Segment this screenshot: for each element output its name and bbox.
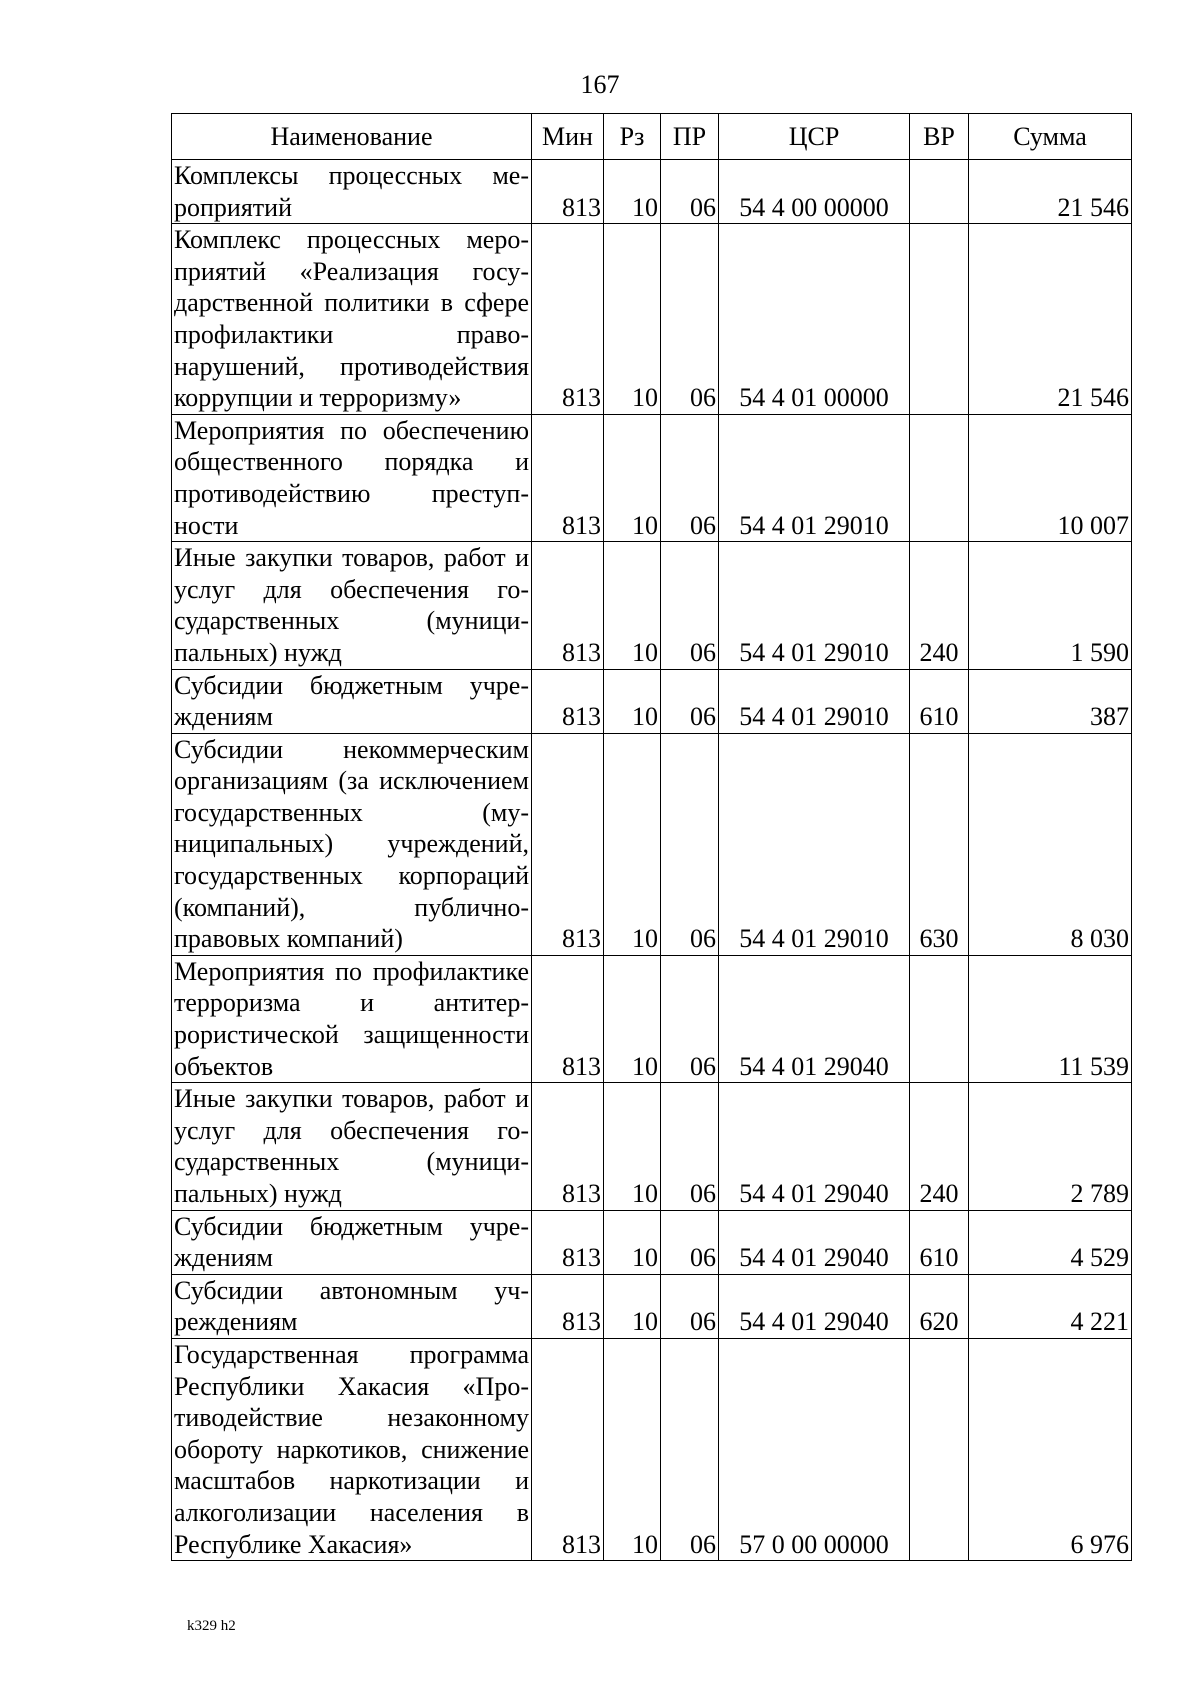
cell-vr: 620 <box>910 1274 969 1338</box>
cell-pr: 06 <box>661 955 719 1082</box>
cell-min: 813 <box>532 414 604 541</box>
cell-vr: 610 <box>910 1210 969 1274</box>
cell-rz: 10 <box>604 1083 661 1210</box>
table-row <box>172 1338 1132 1560</box>
cell-sum: 21 546 <box>969 224 1132 415</box>
cell-min: 813 <box>532 542 604 669</box>
cell-csr: 54 4 01 29040 <box>719 955 910 1082</box>
header-sum: Сумма <box>969 114 1132 160</box>
cell-vr: 610 <box>910 669 969 733</box>
cell-sum: 6 976 <box>969 1338 1132 1560</box>
table-row <box>172 1274 1132 1338</box>
table-row <box>172 1083 1132 1210</box>
cell-min: 813 <box>532 224 604 415</box>
cell-vr <box>910 414 969 541</box>
cell-name: Субсидии автономным учреждениям <box>172 1274 532 1338</box>
table-row <box>172 733 1132 955</box>
cell-name: Субсидии бюджетным учреждениям <box>172 669 532 733</box>
cell-rz: 10 <box>604 542 661 669</box>
cell-sum: 8 030 <box>969 733 1132 955</box>
footer-code: k329 h2 <box>187 1618 236 1634</box>
table-row <box>172 224 1132 415</box>
cell-pr: 06 <box>661 1338 719 1560</box>
cell-name: Иные закупки товаров, работ и услуг для обеспечения государственных (муниципальных) нужд <box>172 542 532 669</box>
cell-min: 813 <box>532 1210 604 1274</box>
cell-pr: 06 <box>661 1274 719 1338</box>
cell-vr: 240 <box>910 1083 969 1210</box>
cell-vr <box>910 1338 969 1560</box>
cell-sum: 1 590 <box>969 542 1132 669</box>
cell-rz: 10 <box>604 669 661 733</box>
header-min: Мин <box>532 114 604 160</box>
budget-table <box>171 113 1132 1561</box>
cell-sum: 4 221 <box>969 1274 1132 1338</box>
cell-rz: 10 <box>604 224 661 415</box>
cell-rz: 10 <box>604 1274 661 1338</box>
cell-rz: 10 <box>604 160 661 224</box>
cell-rz: 10 <box>604 955 661 1082</box>
cell-min: 813 <box>532 1083 604 1210</box>
table-row <box>172 669 1132 733</box>
cell-sum: 4 529 <box>969 1210 1132 1274</box>
cell-csr: 57 0 00 00000 <box>719 1338 910 1560</box>
header-rz: Рз <box>604 114 661 160</box>
cell-min: 813 <box>532 955 604 1082</box>
cell-pr: 06 <box>661 1083 719 1210</box>
cell-min: 813 <box>532 160 604 224</box>
cell-vr <box>910 224 969 415</box>
cell-csr: 54 4 01 29040 <box>719 1210 910 1274</box>
table-row <box>172 542 1132 669</box>
cell-rz: 10 <box>604 1210 661 1274</box>
cell-sum: 11 539 <box>969 955 1132 1082</box>
cell-name: Мероприятия по профилактике терроризма и антитеррористической защищенности объектов <box>172 955 532 1082</box>
cell-pr: 06 <box>661 414 719 541</box>
cell-name: Мероприятия по обеспечению общественного порядка и противодействию преступности <box>172 414 532 541</box>
header-vr: ВР <box>910 114 969 160</box>
cell-vr: 240 <box>910 542 969 669</box>
cell-name: Субсидии некоммерческим организациям (за исключением государственных (муниципальных) учреждений, государственных корпораций (компаний), публично-правовых компаний) <box>172 733 532 955</box>
cell-vr <box>910 955 969 1082</box>
cell-sum: 387 <box>969 669 1132 733</box>
cell-name: Субсидии бюджетным учреждениям <box>172 1210 532 1274</box>
cell-pr: 06 <box>661 669 719 733</box>
cell-name: Комплексы процессных мероприятий <box>172 160 532 224</box>
cell-csr: 54 4 00 00000 <box>719 160 910 224</box>
cell-csr: 54 4 01 00000 <box>719 224 910 415</box>
cell-pr: 06 <box>661 160 719 224</box>
cell-csr: 54 4 01 29010 <box>719 733 910 955</box>
cell-name: Государственная программа Республики Хакасия «Противодействие незаконному обороту наркотиков, снижение масштабов наркотизации и алкоголизации населения в Республике Хакасия» <box>172 1338 532 1560</box>
table-body <box>172 160 1132 1561</box>
header-name: Наименование <box>172 114 532 160</box>
cell-rz: 10 <box>604 1338 661 1560</box>
header-csr: ЦСР <box>719 114 910 160</box>
cell-min: 813 <box>532 733 604 955</box>
cell-sum: 10 007 <box>969 414 1132 541</box>
table-row <box>172 1210 1132 1274</box>
cell-rz: 10 <box>604 414 661 541</box>
cell-name: Комплекс процессных мероприятий «Реализация государственной политики в сфере профилактики правонарушений, противодействия коррупции и терроризму» <box>172 224 532 415</box>
cell-name: Иные закупки товаров, работ и услуг для обеспечения государственных (муниципальных) нужд <box>172 1083 532 1210</box>
cell-csr: 54 4 01 29040 <box>719 1083 910 1210</box>
cell-min: 813 <box>532 1338 604 1560</box>
cell-min: 813 <box>532 669 604 733</box>
cell-pr: 06 <box>661 733 719 955</box>
cell-csr: 54 4 01 29010 <box>719 414 910 541</box>
header-pr: ПР <box>661 114 719 160</box>
cell-pr: 06 <box>661 542 719 669</box>
cell-vr: 630 <box>910 733 969 955</box>
table-header-row <box>172 114 1132 160</box>
cell-rz: 10 <box>604 733 661 955</box>
cell-csr: 54 4 01 29010 <box>719 542 910 669</box>
cell-csr: 54 4 01 29010 <box>719 669 910 733</box>
cell-sum: 21 546 <box>969 160 1132 224</box>
cell-pr: 06 <box>661 224 719 415</box>
cell-sum: 2 789 <box>969 1083 1132 1210</box>
table-row <box>172 955 1132 1082</box>
cell-csr: 54 4 01 29040 <box>719 1274 910 1338</box>
cell-min: 813 <box>532 1274 604 1338</box>
table-row <box>172 414 1132 541</box>
cell-vr <box>910 160 969 224</box>
cell-pr: 06 <box>661 1210 719 1274</box>
table-row <box>172 160 1132 224</box>
page-number: 167 <box>580 70 620 99</box>
